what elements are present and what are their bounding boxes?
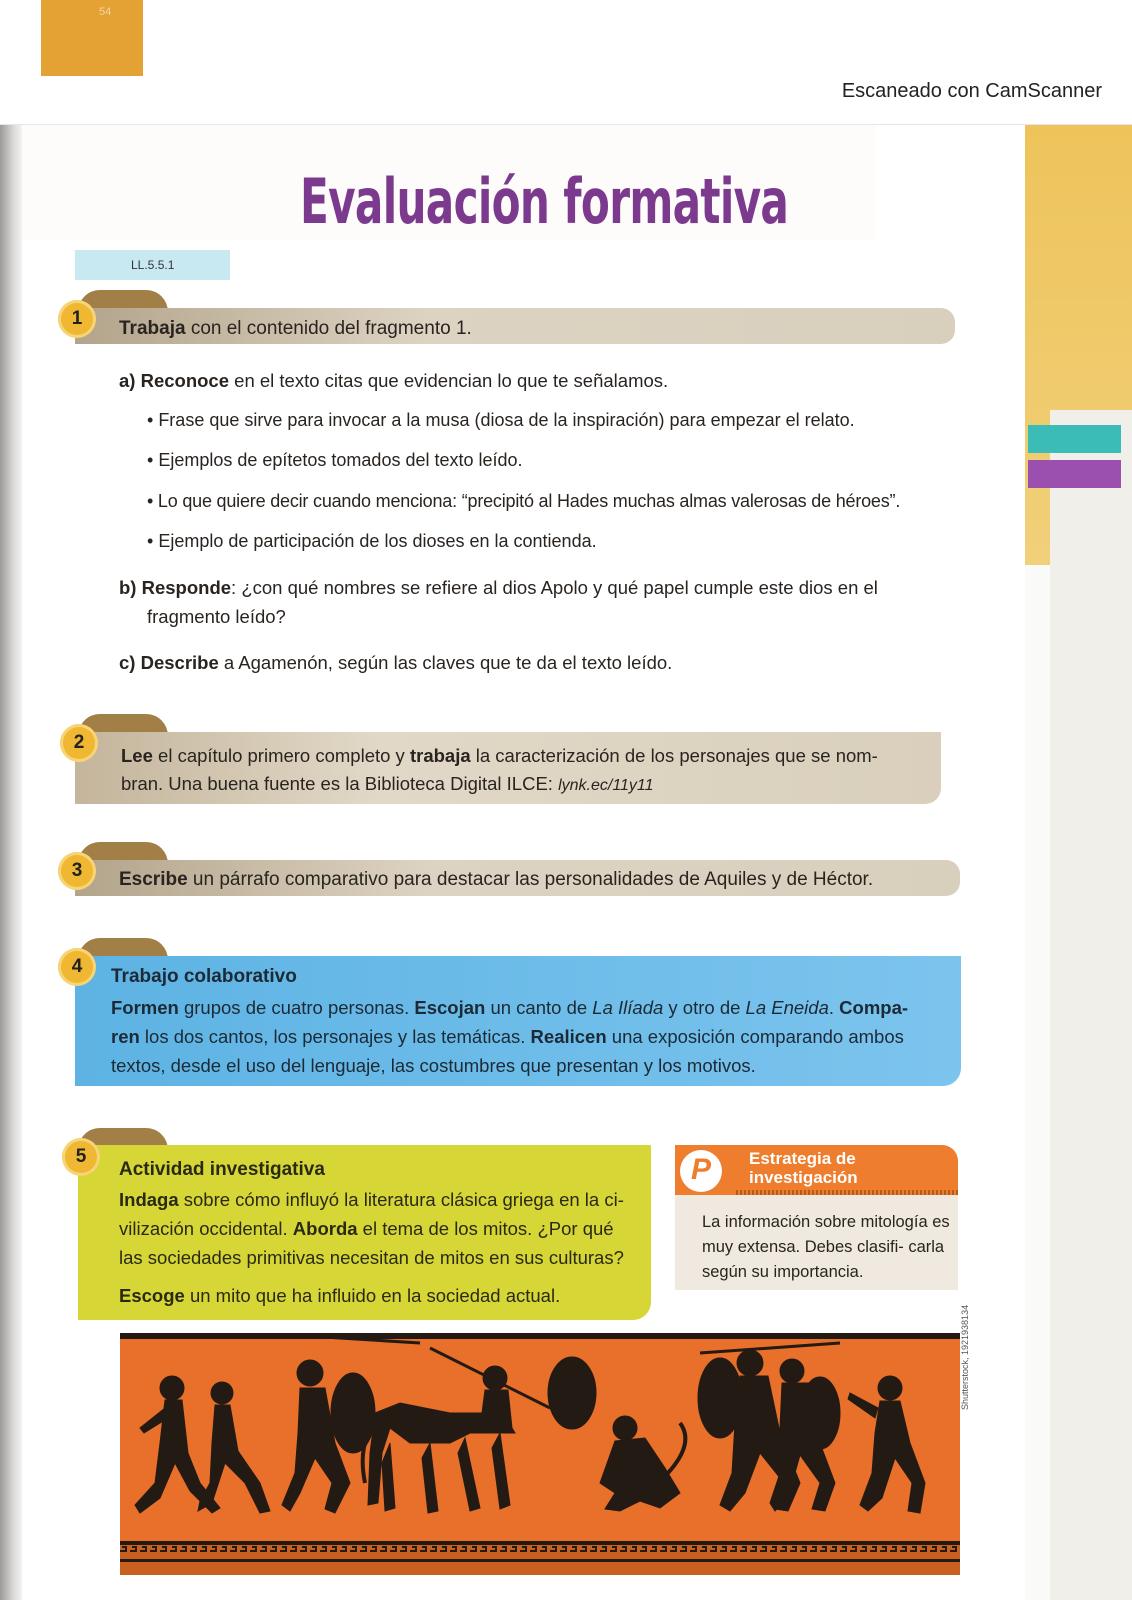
bullet-1-text: Frase que sirve para invocar a la musa (diosa de la inspiración) para empezar el relato. <box>158 410 855 430</box>
bullet-1: • Frase que sirve para invocar a la musa (diosa de la inspiración) para empezar el relato. <box>147 410 855 430</box>
activity-4-verb-2: Escojan <box>414 997 486 1018</box>
activity-4-part-5: los dos cantos, los personajes y las temáticas. <box>139 1026 531 1047</box>
activity-3-body: un párrafo comparativo para destacar las personalidades de Aquiles y de Héctor. <box>187 869 874 890</box>
item-c-verb: Describe <box>140 652 219 673</box>
shield-2 <box>548 1357 596 1429</box>
page-number: 54 <box>99 6 112 18</box>
strategy-text: La información sobre mitología es muy extensa. Debes clasifi- carla según su importancia. <box>702 1213 950 1281</box>
activity-5-verb-2: Aborda <box>292 1218 358 1239</box>
item-b-continuation: fragmento leído? <box>147 606 286 627</box>
greek-vase-illustration <box>120 1333 960 1575</box>
activity-2-part-3: bran. Una buena fuente es la Biblioteca Digital ILCE: <box>121 773 559 794</box>
photo-credit: Shutterstock, 1921938134 <box>960 1304 970 1410</box>
activity-3-verb: Escribe <box>119 869 188 890</box>
activity-5-part-2: vilización occidental. <box>119 1218 293 1239</box>
bullet-4: • Ejemplo de participación de los dioses en la contienda. <box>147 531 597 551</box>
activity-4-text <box>111 993 956 1080</box>
scanner-caption: Escaneado con CamScanner <box>841 80 1102 102</box>
activity-5-number: 5 <box>62 1138 100 1176</box>
activity-5-verb-3: Escoge <box>119 1285 185 1306</box>
activity-5-part-1: sobre cómo influyó la literatura clásica griega en la ci- <box>178 1189 624 1210</box>
figure-2-head <box>211 1382 233 1404</box>
right-margin <box>1050 410 1132 1600</box>
book-iliad: La Ilíada <box>592 997 664 1018</box>
magnifier-icon: P <box>680 1150 722 1192</box>
activity-5-part-4: las sociedades primitivas necesitan de mitos en sus culturas? <box>119 1247 624 1268</box>
activity-4-part-6: una exposición comparando ambos <box>606 1026 904 1047</box>
activity-1-verb: Trabaja <box>119 318 186 339</box>
activity-2-number: 2 <box>60 724 98 762</box>
item-a-text: en el texto citas que evidencian lo que te señalamos. <box>229 370 669 391</box>
strategy-title <box>749 1149 858 1187</box>
item-c-label: c) <box>119 652 136 673</box>
figure-5-head <box>613 1416 637 1440</box>
page-title: Evaluación formativa <box>300 165 789 238</box>
bullet-2-text: Ejemplos de epítetos tomados del texto leído. <box>158 450 523 470</box>
activity-4-part-4: . <box>828 997 840 1018</box>
figure-1-head <box>160 1376 184 1400</box>
vase-top-border <box>120 1333 960 1339</box>
activity-4-part-2: un canto de <box>485 997 593 1018</box>
activity-1-instruction <box>119 318 472 340</box>
bullet-3: • Lo que quiere decir cuando menciona: “precipitó al Hades muchas almas valerosas de héroes”. <box>147 491 901 511</box>
activity-5-title: Actividad investigativa <box>119 1159 325 1180</box>
section-tab-teal <box>1028 425 1121 453</box>
skill-code-tag: LL.5.5.1 <box>75 250 230 280</box>
activity-4-title: Trabajo colaborativo <box>111 966 297 987</box>
item-c <box>119 652 672 674</box>
activity-4-part-7: textos, desde el uso del lenguaje, las costumbres que presentan y los motivos. <box>111 1055 756 1076</box>
book-aeneid: La Eneida <box>745 997 829 1018</box>
activity-5-verb-1: Indaga <box>119 1189 179 1210</box>
item-a-label: a) <box>119 370 136 391</box>
activity-5-part-5: un mito que ha influido en la sociedad actual. <box>184 1285 561 1306</box>
activity-4-part-3: y otro de <box>663 997 746 1018</box>
activity-2-verb-1: Lee <box>121 745 153 766</box>
page-thumbnail[interactable] <box>41 0 143 76</box>
item-b <box>119 577 878 599</box>
activity-4-number: 4 <box>58 948 96 986</box>
activity-4-verb-4: Realicen <box>530 1026 607 1047</box>
activity-2-part-2: la caracterización de los personajes que se nom- <box>470 745 878 766</box>
activity-2-text <box>121 742 941 800</box>
activity-4-verb-1: Formen <box>111 997 179 1018</box>
bullet-2: • Ejemplos de epítetos tomados del texto leído. <box>147 450 523 470</box>
scanner-header <box>0 0 1132 125</box>
section-tab-purple <box>1028 460 1121 488</box>
activity-5-closing <box>119 1285 560 1307</box>
activity-3-number: 3 <box>58 852 96 890</box>
figure-6-head <box>737 1350 763 1376</box>
activity-2-verb-2: trabaja <box>409 745 471 766</box>
vase-background <box>120 1333 960 1575</box>
bullet-3-text: Lo que quiere decir cuando menciona: “precipitó al Hades muchas almas valerosas de héroes”. <box>157 491 901 511</box>
item-c-text: a Agamenón, según las claves que te da el texto leído. <box>218 652 673 673</box>
shield-4 <box>800 1377 840 1449</box>
strategy-title-line-2: investigación <box>749 1168 858 1187</box>
activity-3-text <box>119 869 873 891</box>
activity-1-text: con el contenido del fragmento 1. <box>185 318 472 339</box>
activity-5-text <box>119 1185 649 1272</box>
activity-2-part-1: el capítulo primero completo y <box>152 745 410 766</box>
activity-4-verb-3b: ren <box>111 1026 140 1047</box>
figure-3-head <box>297 1360 323 1386</box>
item-a-verb: Reconoce <box>140 370 230 391</box>
item-b-text: : ¿con qué nombres se refiere al dios Apolo y qué papel cumple este dios en el <box>231 577 878 598</box>
activity-5-part-3: el tema de los mitos. ¿Por qué <box>357 1218 614 1239</box>
item-b-label: b) <box>119 577 137 598</box>
centaur-head <box>483 1366 507 1390</box>
shield-1 <box>331 1373 375 1453</box>
activity-4-verb-3a: Compa- <box>839 997 909 1018</box>
book-gutter <box>0 125 22 1600</box>
activity-4-part-1: grupos de cuatro personas. <box>178 997 415 1018</box>
activity-1-number: 1 <box>58 300 96 338</box>
strategy-title-line-1: Estrategia de <box>749 1149 856 1168</box>
figure-7-head <box>780 1359 804 1383</box>
figure-8-head <box>878 1376 902 1400</box>
activity-2-link[interactable]: lynk.ec/11y11 <box>558 777 654 794</box>
item-a <box>119 370 668 392</box>
item-b-verb: Responde <box>141 577 232 598</box>
bullet-4-text: Ejemplo de participación de los dioses en la contienda. <box>158 531 597 551</box>
